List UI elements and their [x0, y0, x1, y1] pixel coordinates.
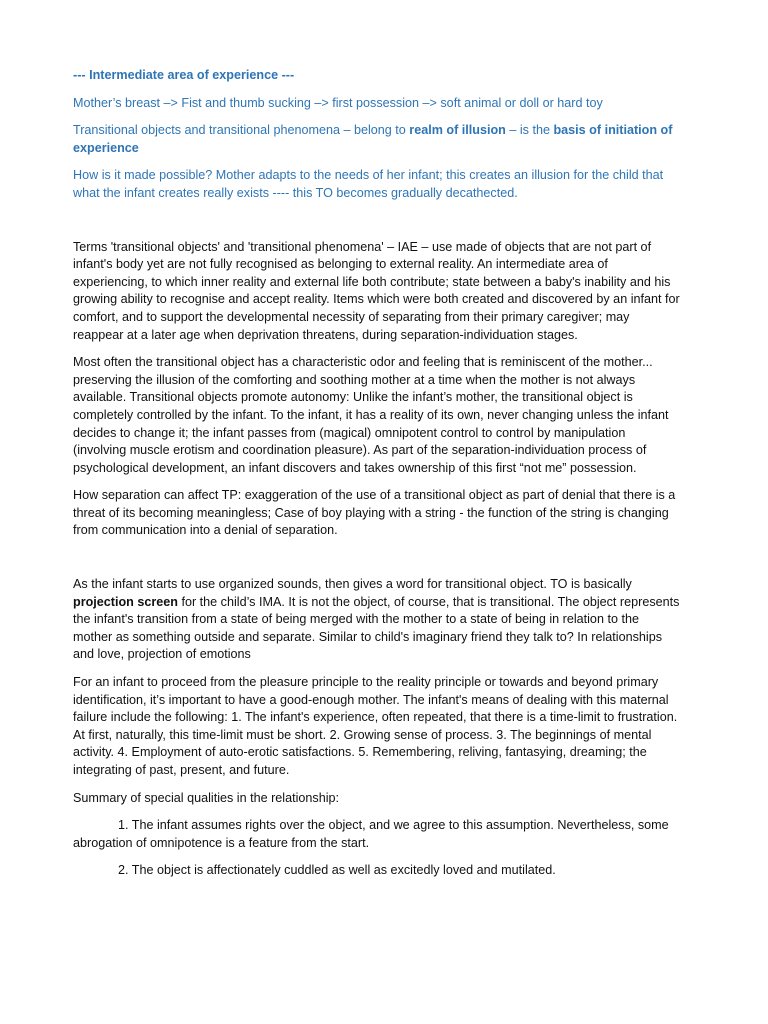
summary-intro: Summary of special qualities in the relationship:: [73, 790, 339, 805]
realm-note-pre: Transitional objects and transitional phenomena – belong to: [73, 123, 410, 138]
paragraph-projection-post: for the child’s IMA. It is not the object, of course, that is transitional. The object represents the infant's transition from a state of being merged with the mother to a state of being in relation to the mother as something outside and separate. Similar to child's imaginary friend they talk to? In relationships and love, projection of emotions: [73, 594, 680, 662]
paragraph-terms: Terms 'transitional objects' and 'transitional phenomena' – IAE – use made of objects that are not part of infant's body yet are not fully recognised as belonging to external reality. An intermediate area of experiencing, to which inner reality and external life both contribute; state between a baby's inability and his growing ability to recognise and accept reality. Items which were both created and discovered by an infant for comfort, and to support the developmental necessity of separating from their primary caregiver; may reappear at a later age when deprivation threatens, during separation-individuation stages.: [73, 239, 680, 342]
document-content: [73, 67, 681, 880]
paragraph-odor: Most often the transitional object has a characteristic odor and feeling that is reminiscent of the mother... preserving the illusion of the comforting and soothing mother at a time when the mother is not always available. Transitional objects promote autonomy: Unlike the infant’s mother, the transitional object is completely controlled by the infant. To the infant, it has a reality of its own, never changing unless the infant decides to change it; the infant passes from (magical) omnipotent control to control by manipulation (involving muscle erotism and coordination pleasure). As part of the separation-individuation process of psychological development, an infant discovers and takes ownership of this first “not me” possession.: [73, 355, 669, 475]
basis-of-initiation-emphasis: basis of initiation of experience: [73, 123, 673, 155]
sequence-note: Mother’s breast –> Fist and thumb sucking –> first possession –> soft animal or doll or hard toy: [73, 95, 603, 110]
question-note: How is it made possible? Mother adapts to the needs of her infant; this creates an illusion for the child that what the infant creates really exists ---- this TO becomes gradually decathected.: [73, 168, 664, 200]
realm-note: [73, 122, 681, 157]
paragraph-good-enough-mother: For an infant to proceed from the pleasure principle to the reality principle or towards and beyond primary identification, it’s important to have a good-enough mother. The infant's means of dealing with this maternal failure include the following: 1. The infant's experience, often repeated, that there is a time-limit to frustration. At first, naturally, this time-limit must be short. 2. Growing sense of process. 3. The beginnings of mental activity. 4. Employment of auto-erotic satisfactions. 5. Remembering, reliving, fantasying, dreaming; the integrating of past, present, and future.: [73, 675, 678, 777]
realm-of-illusion-emphasis: realm of illusion: [409, 123, 506, 138]
paragraph-projection-pre: As the infant starts to use organized sounds, then gives a word for transitional object. TO is basically: [73, 577, 632, 592]
summary-item-2: 2. The object is affectionately cuddled as well as excitedly loved and mutilated.: [118, 863, 556, 878]
realm-note-mid: – is the: [505, 123, 554, 138]
section-heading: --- Intermediate area of experience ---: [73, 68, 295, 82]
paragraph-separation: How separation can affect TP: exaggeration of the use of a transitional object as part of denial that there is a threat of its becoming meaningless; Case of boy playing with a string - the function of the string is changing from communication into a denial of separation.: [73, 488, 676, 538]
projection-screen-emphasis: projection screen: [73, 594, 178, 609]
summary-item-1: 1. The infant assumes rights over the object, and we agree to this assumption. Nevertheless, some abrogation of omnipotence is a feature from the start.: [73, 818, 669, 850]
paragraph-projection: [73, 576, 681, 664]
